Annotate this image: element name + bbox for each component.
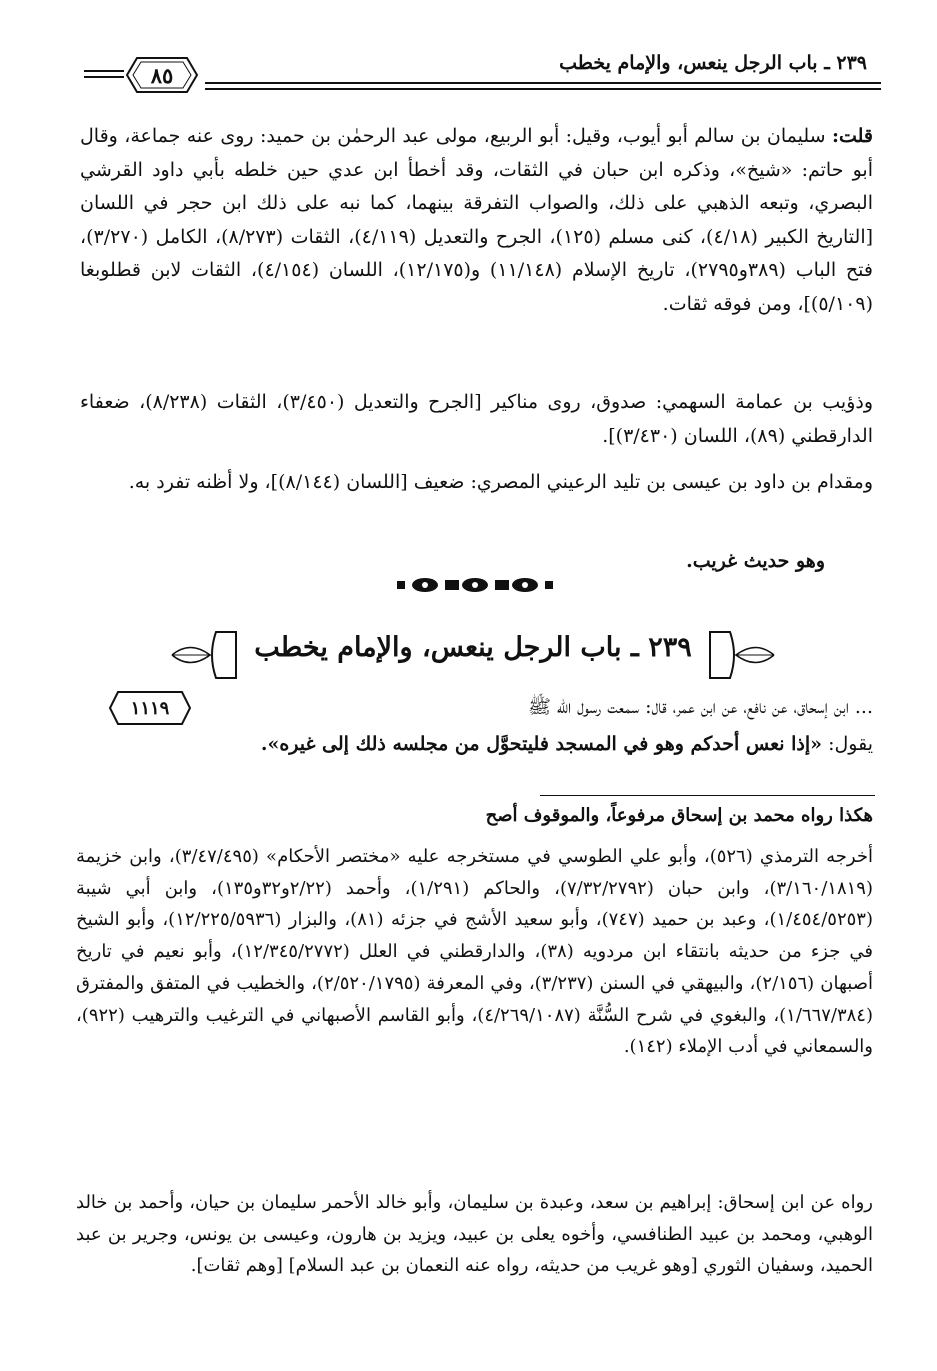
narrator-note-3: ومقدام بن داود بن عيسى بن تليد الرعيني المصري: ضعيف [اللسان (٨/١٤٤)]، ولا أظنه تفرد به. [128,471,873,493]
chapter-title: ٢٣٩ ـ باب الرجل ينعس، والإمام يخطب [254,632,692,663]
verdict-line: وهو حديث غريب. [686,550,825,572]
narrator-note-1 [80,120,873,321]
heading-ornament-left-icon [168,628,238,682]
running-header-title: ٢٣٩ ـ باب الرجل ينعس، والإمام يخطب [559,52,867,74]
page-number-frame [125,55,199,95]
narrator-note-2: وذؤيب بن عمامة السهمي: صدوق، روى مناكير [الجرح والتعديل (٣/٤٥٠)، الثقات (٨/٢٣٨)، ضعفاء الدارقطني (٨٩)، اللسان (٣/٤٣٠)]. [80,391,874,447]
hadith-matn [80,728,873,762]
header-rule [205,82,881,94]
note-lead: قلت: [831,125,874,147]
takhrij-sources: أخرجه الترمذي (٥٢٦)، وأبو علي الطوسي في مستخرجه عليه «مختصر الأحكام» (٣/٤٧/٤٩٥)، وابن خزيمة (٣/١٦٠/١٨١٩)، وابن حبان (٧/٣٢/٢٧٩٢)، والحاكم (١/٢٩١)، وأحمد (٢/٢٢و٣٢و١٣٥)، وابن أبي شيبة (١/٤٥٤/٥٢٥٣)، وعبد بن حميد (٧٤٧)، وأبو سعيد الأشج في جزئه (٨١)، والبزار (١٢/٢٢٥/٥٩٣٦)، وأبو الشيخ في جزء من حديثه بانتقاء ابن مردويه (٣٨)، والدارقطني في العلل (١٢/٣٤٥/٢٧٧٢)، وأبو نعيم في تاريخ أصبهان (٢/١٥٦)، والبيهقي في السنن (٣/٢٣٧)، وفي المعرفة (٢/٥٢٠/١٧٩٥)، والخطيب في المتفق والمفترق (١/٦٦٧/٣٨٤)، والبغوي في شرح السُّنَّة (٤/٢٦٩/١٠٨٧)، وأبو القاسم الأصبهاني في الترغيب والترهيب (٩٢٢)، والسمعاني في أدب الإملاء (١٤٢). [76,846,874,1058]
takhrij-narrators: رواه عن ابن إسحاق: إبراهيم بن سعد، وعبدة بن سليمان، وأبو خالد الأحمر سليمان بن حيان، وأحمد بن خالد الوهبي، ومحمد بن عبيد الطنافسي، وأخوه يعلى بن عبيد، ويزيد بن هارون، وعيسى بن يونس، وجرير بن عبد الحميد، وسفيان الثوري [وهو غريب من حديثه، رواه عنه النعمان بن عبد السلام] [وهم ثقات]. [76,1192,873,1277]
hadith-quote: «إذا نعس أحدكم وهو في المسجد فليتحوَّل من مجلسه ذلك إلى غيره». [260,733,823,755]
page-number: ٨٥ [150,62,174,88]
note-body: سليمان بن سالم أبو أيوب، وقيل: أبو الربيع، مولى عبد الرحمٰن بن حميد: روى عنه جماعة، وقال أبو حاتم: «شيخ»، وذكره ابن حبان في الثقات، وقد أخطأ ابن عدي حين خلطه بأبي داود القرشي البصري، وتبعه الذهبي على ذلك، والصواب التفرقة بينهما، كما نبه على ذلك ابن حجر في اللسان [التاريخ الكبير (٤/١٨)، كنى مسلم (١٢٥)، الجرح والتعديل (٤/١١٩)، الثقات (٨/٢٧٣)، الكامل (٣/٢٧٠)، فتح الباب (٣٨٩و٢٧٩٥)، تاريخ الإسلام (١١/١٤٨) و(١٢/١٧٥)، اللسان (٤/١٥٤)، الثقات لابن قطلوبغا (٥/١٠٩)]، ومن فوقه ثقات. [80,125,874,315]
header-ornament-lines [84,70,124,82]
hadith-lead: يقول: [828,733,873,755]
chapter-heading [168,628,778,682]
section-divider-icon [395,575,555,595]
hadith-number: ١١١٩ [130,697,170,719]
hadith-chain: ... ابن إسحاق، عن نافع، عن ابن عمر، قال: سمعت رسول الله ﷺ [527,696,873,718]
heading-ornament-right-icon [708,628,778,682]
hadith-number-badge [108,689,192,727]
footnote-rule [540,795,875,796]
takhrij-heading: هكذا رواه محمد بن إسحاق مرفوعاً، والموقوف أصح [485,805,873,826]
